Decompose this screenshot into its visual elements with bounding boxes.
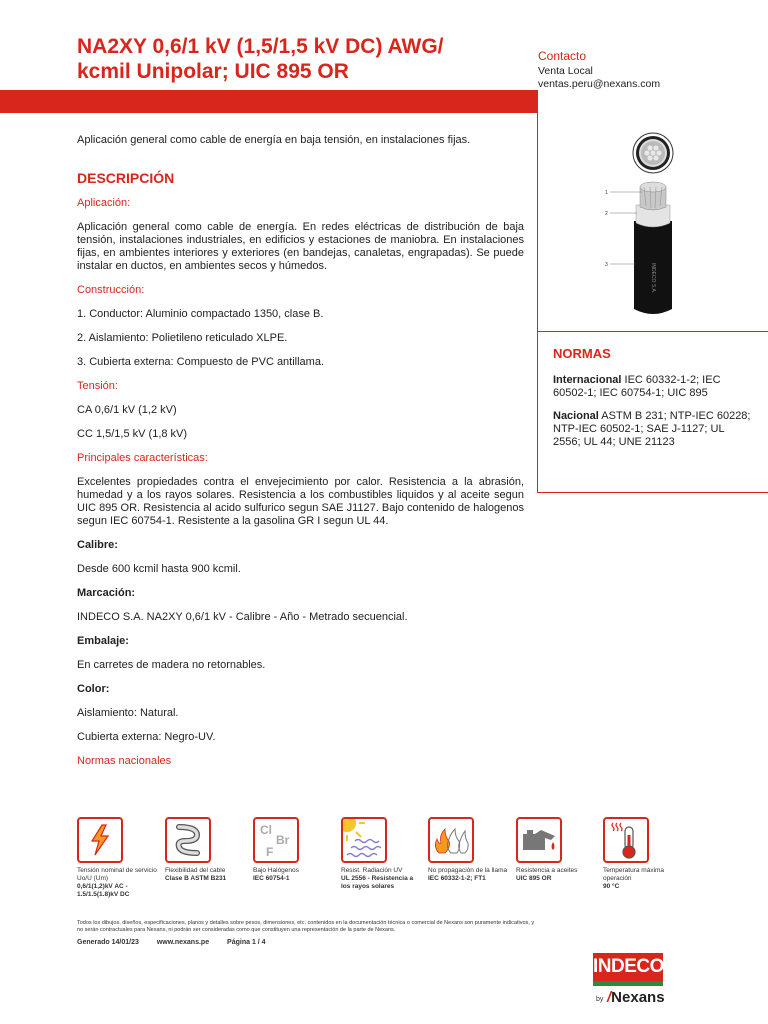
intro-text: Aplicación general como cable de energía en baja tensión, en instalaciones fijas. <box>77 134 471 146</box>
descripcion-heading: DESCRIPCIÓN <box>77 170 175 186</box>
footer-meta <box>77 939 537 946</box>
callout-3: 3 <box>605 262 608 268</box>
aplicacion-text: Aplicación general como cable de energía. En redes eléctricas de distribución de baja tensión, instalaciones industriales, en edificios y estaciones de maniobra. En instalaciones fijas, en ambientes interiores y exteriores (en bandejas, canaletas, engrapadas). Se puede instalar en ductos, en ambientes secos y húmedos. <box>77 221 524 272</box>
title-line-2: kcmil Unipolar; UIC 895 OR <box>77 60 349 83</box>
tension-cc: CC 1,5/1,5 kV (1,8 kV) <box>77 428 188 440</box>
nexans-logo: /Nexans <box>607 989 665 1006</box>
marcacion-label: Marcación: <box>77 587 136 599</box>
normas-section <box>553 347 753 459</box>
feature-voltage: Tensión nominal de servicio Uo/U (Um) 0,6/1(1,2)kV AC - 1.5/1.5(1.8)kV DC <box>77 817 157 899</box>
footer-website[interactable]: www.nexans.pe <box>156 939 210 946</box>
marcacion-text: INDECO S.A. NA2XY 0,6/1 kV - Calibre - Año - Metrado secuencial. <box>77 611 408 623</box>
sidebar-divider <box>538 331 768 332</box>
contact-email[interactable]: ventas.peru@nexans.com <box>538 78 661 90</box>
page-title <box>77 34 507 84</box>
footer-disclaimer: Todos los dibujos, diseños, especificaciones, planos y detalles sobre pesos, dimensiones, etc. contenidos en la documentación técnica o comercial de Nexans son puramente indicativos, y no serán contractuales para Nexans, ni podrán ser consideradas como que constituyen una representación de la parte de Nexans. <box>77 920 535 933</box>
normas-internacional: Internacional IEC 60332-1-2; IEC 60502-1; IEC 60754-1; UIC 895 <box>553 374 721 399</box>
contact-line: Venta Local <box>538 65 593 77</box>
feature-oil: Resistencia a aceites UIC 895 OR <box>516 817 596 883</box>
normas-heading: NORMAS <box>553 346 611 361</box>
footer <box>77 920 537 946</box>
aplicacion-label: Aplicación: <box>77 197 131 209</box>
color-label: Color: <box>77 683 110 695</box>
calibre-label: Calibre: <box>77 539 118 551</box>
construccion-item-1: 1. Conductor: Aluminio compactado 1350, clase B. <box>77 308 324 320</box>
flexibility-icon <box>165 817 211 863</box>
indeco-logo: INDECO <box>593 953 663 981</box>
main-content <box>77 134 524 779</box>
sidebar-box <box>537 113 768 493</box>
feature-flame: No propagación de la llama IEC 60332-1-2; FT1 <box>428 817 508 883</box>
callout-2: 2 <box>605 211 608 217</box>
normas-nacional: Nacional ASTM B 231; NTP-IEC 60228; NTP-IEC 60502-1; SAE J-1127; UL 2556; UL 44; UNE 21123 <box>553 410 751 448</box>
header-red-bar <box>0 90 538 113</box>
color-aislamiento: Aislamiento: Natural. <box>77 707 179 719</box>
cable-illustration <box>538 113 768 328</box>
footer-page: Página 1 / 4 <box>227 939 266 946</box>
feature-uv: Resist. Radiación UV UL 2556 - Resistencia a los rayos solares <box>341 817 421 891</box>
embalaje-label: Embalaje: <box>77 635 129 647</box>
uv-icon <box>341 817 387 863</box>
halogen-icon <box>253 817 299 863</box>
normas-nacionales-label: Normas nacionales <box>77 755 172 767</box>
embalaje-text: En carretes de madera no retornables. <box>77 659 266 671</box>
title-line-1: NA2XY 0,6/1 kV (1,5/1,5 kV DC) AWG/ <box>77 35 444 58</box>
footer-generated: Generado 14/01/23 <box>77 939 139 946</box>
svg-text:Cl: Cl <box>260 823 272 837</box>
feature-halogen: Cl Br F Bajo Halógenos IEC 60754-1 <box>253 817 333 883</box>
calibre-text: Desde 600 kcmil hasta 900 kcmil. <box>77 563 241 575</box>
construccion-item-3: 3. Cubierta externa: Compuesto de PVC antillama. <box>77 356 325 368</box>
voltage-icon <box>77 817 123 863</box>
svg-text:Br: Br <box>276 833 290 847</box>
construccion-item-2: 2. Aislamiento: Polietileno reticulado XLPE. <box>77 332 288 344</box>
callout-1: 1 <box>605 190 608 196</box>
color-cubierta: Cubierta externa: Negro-UV. <box>77 731 216 743</box>
tension-label: Tensión: <box>77 380 118 392</box>
construccion-label: Construcción: <box>77 284 145 296</box>
temperature-icon <box>603 817 649 863</box>
oil-icon <box>516 817 562 863</box>
tension-ca: CA 0,6/1 kV (1,2 kV) <box>77 404 177 416</box>
feature-temperature: Temperatura máxima operación 90 °C <box>603 817 683 891</box>
feature-flexibility: Flexibilidad del cable Clase B ASTM B231 <box>165 817 245 883</box>
caracteristicas-text: Excelentes propiedades contra el envejecimiento por calor. Resistencia a la abrasión, humedad y a los rayos solares. Resistencia a los combustibles liquidos y al aceite segun UIC 895 OR. Resistencia al acido sulfurico segun SAE J1127. Bajo contenido de halogenos segun IEC 60754-1. Resistente a la gasolina GR I segun UL 44. <box>77 476 524 527</box>
svg-text:F: F <box>266 845 274 859</box>
caracteristicas-label: Principales características: <box>77 452 208 464</box>
cable-print: INDECO S.A. <box>650 263 656 294</box>
contact-title: Contacto <box>538 49 587 63</box>
by-label: by <box>596 996 604 1003</box>
contact-block <box>538 50 660 91</box>
flame-icon <box>428 817 474 863</box>
indeco-logo-strip <box>593 981 663 986</box>
